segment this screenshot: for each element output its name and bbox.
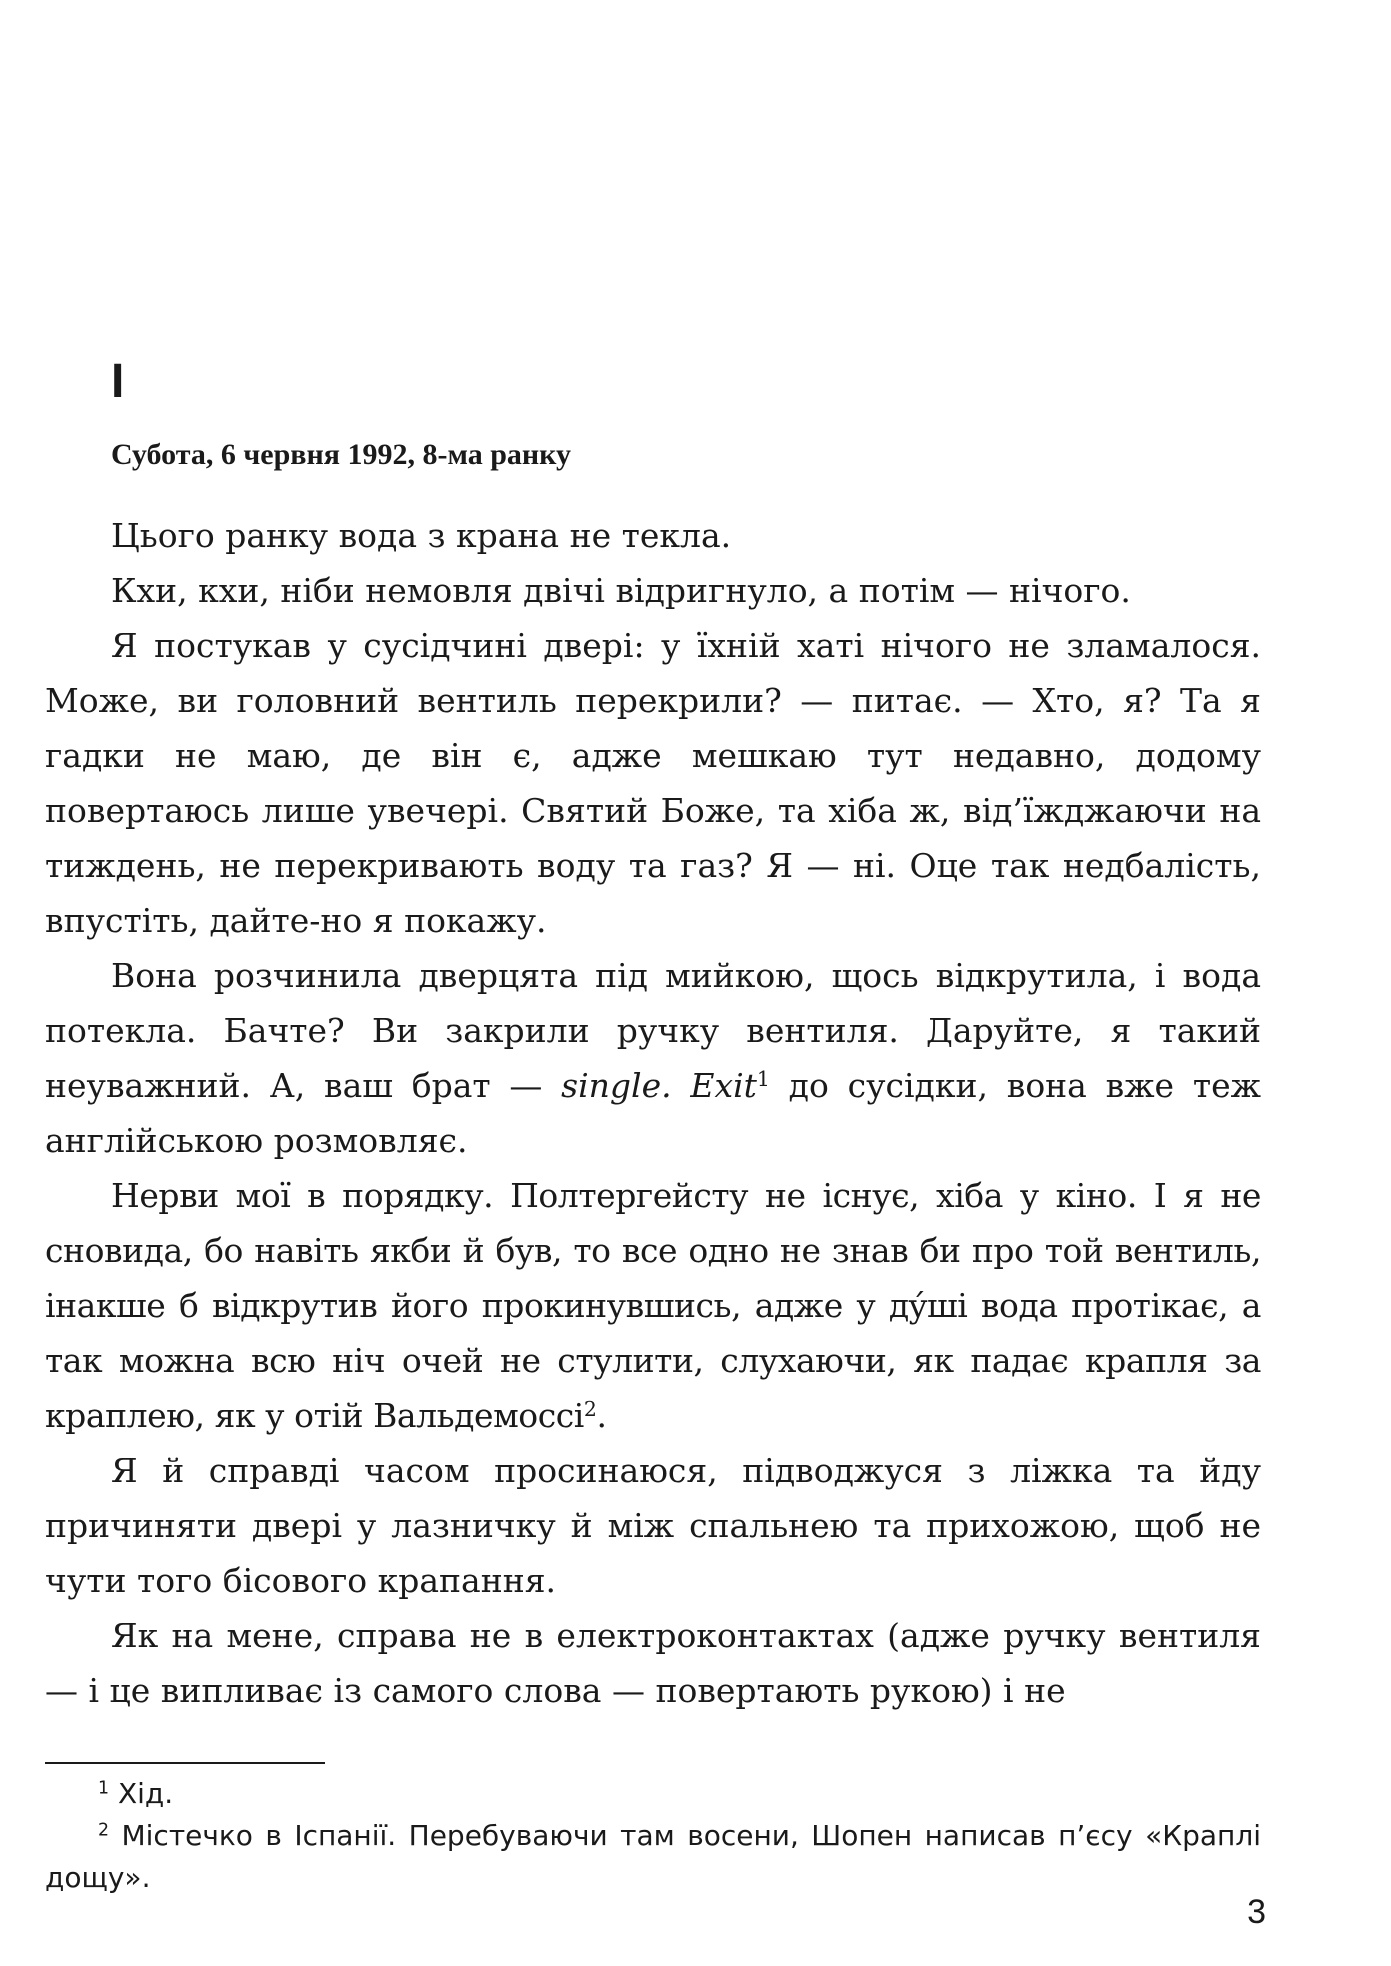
footnote-divider [45,1762,325,1764]
paragraph: Кхи, кхи, ніби немовля двічі відригнуло, а потім — нічого. [111,571,1131,610]
paragraph: Як на мене, справа не в електроконтактах (адже ручку вентиля — і це випливає із самого слова — повертають рукою) і не [45,1616,1261,1710]
footnote-mark: 1 [98,1778,110,1799]
paragraph [45,1168,1261,1443]
paragraph-text: Нерви мої в порядку. Полтергейсту не існує, хіба у кіно. І я не сновида, бо навіть якби й був, то все одно не знав би про той вентиль, інакше б відкрутив його прокинувшись, адже у дýші вода протікає, а так можна всю ніч очей не стулити, слухаючи, як падає крапля за краплею, як у отій Вальдемоссі [45,1176,1261,1435]
footnote-ref: 1 [756,1066,770,1091]
paragraph: Цього ранку вода з крана не текла. [111,516,732,555]
footnote [45,1815,1261,1899]
page-number: 3 [1247,1893,1266,1931]
paragraph: Я постукав у сусідчині двері: у їхній хаті нічого не зламалося. Може, ви головний вентиль перекрили? — питає. — Хто, я? Та я гадки не маю, де він є, адже мешкаю тут недавно, додому повертаюсь лише увечері. Святий Боже, та хіба ж, від’їжджаючи на тиждень, не перекривають воду та газ? Я — ні. Оце так недбалість, впустіть, дайте-но я покажу. [45,626,1261,940]
footnote-text: Хід. [117,1777,174,1810]
chapter-number: I [111,355,125,408]
footnote-ref: 2 [583,1396,597,1421]
footnote-mark: 2 [98,1820,110,1841]
body-text [45,508,1261,1718]
footnote-text: Містечко в Іспанії. Перебуваючи там восени, Шопен написав п’єсу «Краплі дощу». [45,1819,1261,1894]
paragraph-text: Вона розчинила дверцята під мийкою, щось відкрутила, і вода потекла. Бачте? Ви закрили ручку вентиля. Даруйте, я такий неуважний. А, ваш брат — [45,956,1261,1105]
paragraph: Я й справді часом просинаюся, підводжуся з ліжка та йду причиняти двері у лазничку й між спальнею та прихожою, щоб не чути того бісового крапання. [45,1451,1261,1600]
paragraph-text: до сусідки, вона вже теж англійською розмовляє. [45,1066,1261,1160]
paragraph [45,948,1261,1168]
dateline: Субота, 6 червня 1992, 8-ма ранку [111,438,572,471]
footnotes [45,1773,1261,1899]
footnote [45,1773,1261,1815]
paragraph-text: . [596,1396,607,1435]
italic-phrase: single. Exit [561,1066,757,1105]
